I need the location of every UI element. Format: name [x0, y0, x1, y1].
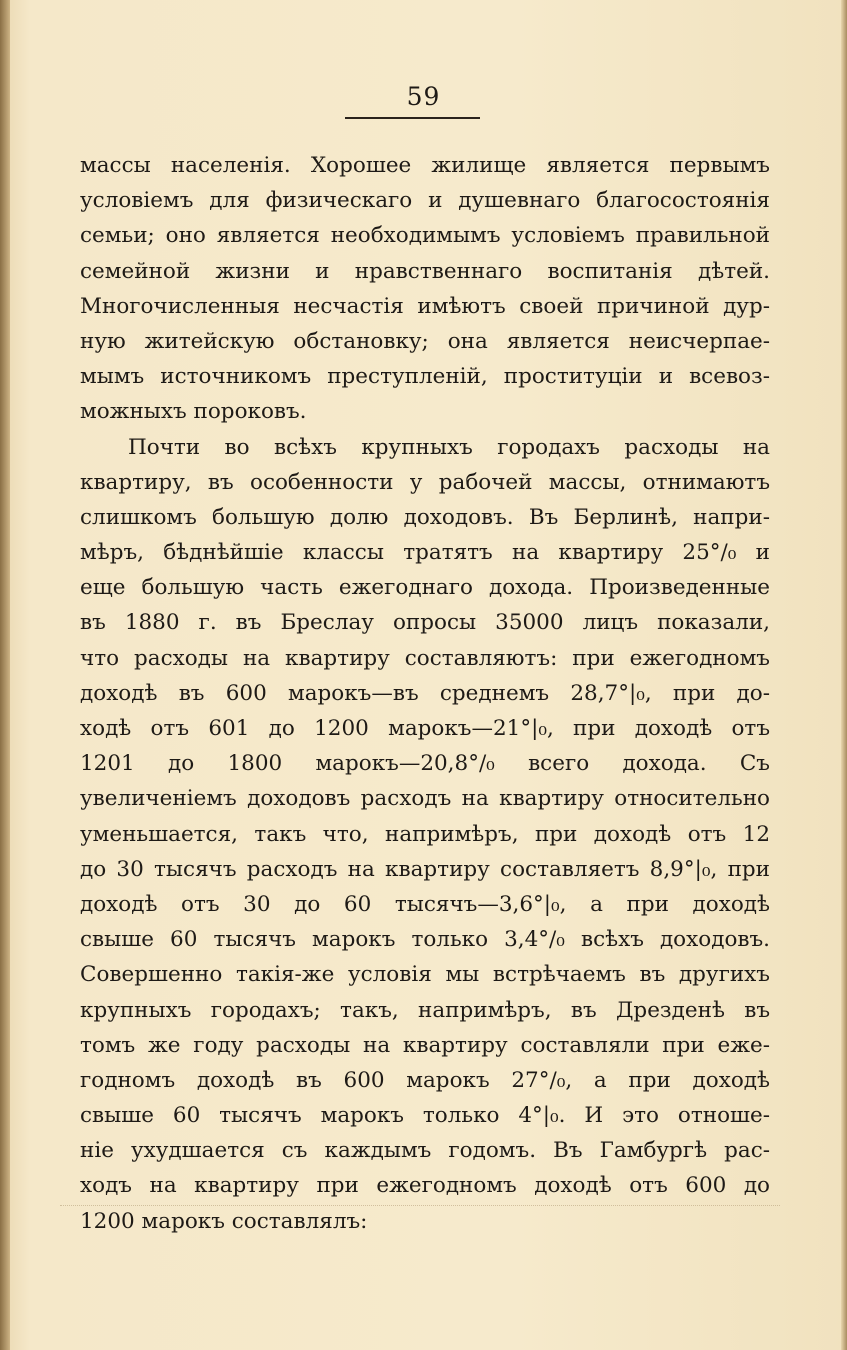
text-line: слишкомъ большую долю доходовъ. Въ Берлинѣ, напри-: [80, 504, 770, 530]
text-line: томъ же году расходы на квартиру составляли при еже-: [80, 1032, 770, 1058]
text-line: квартиру, въ особенности у рабочей массы, отнимаютъ: [80, 469, 770, 495]
paragraph-last-line: 1200 марокъ составлялъ:: [80, 1208, 368, 1234]
text-line: семейной жизни и нравственнаго воспитанія дѣтей.: [80, 258, 770, 284]
text-line: Совершенно такія-же условія мы встрѣчаемъ въ другихъ: [80, 962, 770, 988]
text-line: крупныхъ городахъ; такъ, напримѣръ, въ Дрезденѣ въ: [80, 997, 770, 1023]
text-line: мымъ источникомъ преступленій, проституціи и всевоз-: [80, 364, 770, 390]
text-line: мѣръ, бѣднѣйшіе классы тратятъ на квартиру 25°/₀ и: [80, 540, 770, 566]
text-line: доходѣ въ 600 марокъ—въ среднемъ 28,7°|₀, при до-: [80, 680, 770, 706]
page-edge-shadow: [841, 0, 847, 1350]
paragraph-first-line: Почти во всѣхъ крупныхъ городахъ расходы на: [128, 434, 770, 460]
page-number: 59: [406, 82, 441, 111]
text-line: свыше 60 тысячъ марокъ только 4°|₀. И это отноше-: [80, 1103, 770, 1129]
body-text: [80, 148, 770, 1239]
text-line: что расходы на квартиру составляютъ: при ежегодномъ: [80, 645, 770, 671]
text-line: условіемъ для физическаго и душевнаго благосостоянія: [80, 188, 770, 214]
text-line: ніе ухудшается съ каждымъ годомъ. Въ Гамбургѣ рас-: [80, 1138, 770, 1164]
text-line: семьи; оно является необходимымъ условіемъ правильной: [80, 223, 770, 249]
text-line: до 30 тысячъ расходъ на квартиру составляетъ 8,9°|₀, при: [80, 856, 770, 882]
text-line: еще большую часть ежегоднаго дохода. Произведенные: [80, 575, 770, 601]
text-line: свыше 60 тысячъ марокъ только 3,4°/₀ всѣхъ доходовъ.: [80, 927, 770, 953]
text-line: доходѣ отъ 30 до 60 тысячъ—3,6°|₀, а при доходѣ: [80, 891, 770, 917]
text-line: годномъ доходѣ въ 600 марокъ 27°/₀, а при доходѣ: [80, 1067, 770, 1093]
header-rule: [345, 117, 480, 119]
page-spine-shadow: [0, 0, 10, 1350]
text-line: 1201 до 1800 марокъ—20,8°/₀ всего дохода. Съ: [80, 751, 770, 777]
text-line: ходѣ отъ 601 до 1200 марокъ—21°|₀, при доходѣ отъ: [80, 716, 770, 741]
text-line: массы населенія. Хорошее жилище является первымъ: [80, 153, 770, 178]
bleed-through-marks: [60, 1205, 780, 1208]
text-line: Многочисленныя несчастія имѣютъ своей причиной дур-: [80, 293, 770, 319]
text-line: ходъ на квартиру при ежегодномъ доходѣ отъ 600 до: [80, 1173, 770, 1199]
text-line: увеличеніемъ доходовъ расходъ на квартиру относительно: [80, 786, 770, 812]
text-line: въ 1880 г. въ Бреслау опросы 35000 лицъ показали,: [80, 610, 770, 636]
paragraph-last-line: можныхъ пороковъ.: [80, 399, 307, 425]
text-line: уменьшается, такъ что, напримѣръ, при доходѣ отъ 12: [80, 821, 770, 847]
text-line: ную житейскую обстановку; она является неисчерпае-: [80, 328, 770, 354]
